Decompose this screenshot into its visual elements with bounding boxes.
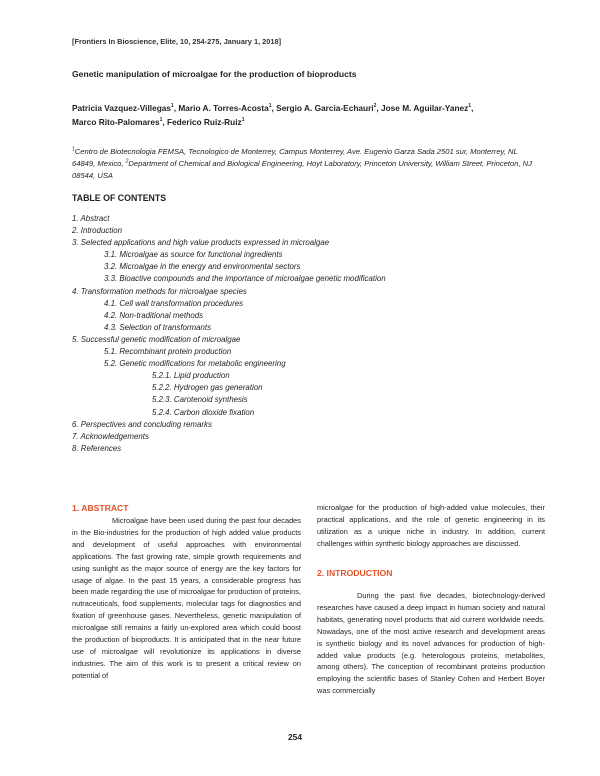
abstract-continuation: microalgae for the production of high-added value molecules, their practical applications, and the role of genetic engineering in its utilization as a unique niche in industry. In addition, current challenges within synthetic biology approaches are discussed. bbox=[317, 503, 545, 548]
abstract-heading: 1. ABSTRACT bbox=[72, 503, 129, 513]
toc-item[interactable]: 1. Abstract bbox=[72, 214, 110, 223]
table-of-contents bbox=[72, 213, 386, 455]
toc-item[interactable]: 3.2. Microalgae in the energy and environmental sectors bbox=[104, 262, 301, 272]
author-name: Patricia Vazquez-Villegas bbox=[72, 103, 171, 113]
toc-heading: TABLE OF CONTENTS bbox=[72, 193, 167, 203]
affiliation-marker: 1 bbox=[268, 103, 272, 110]
toc-item[interactable]: 4.3. Selection of transformants bbox=[104, 322, 212, 332]
affiliation-marker: 2 bbox=[125, 158, 129, 165]
affiliation-marker: 1 bbox=[159, 117, 163, 124]
toc-item[interactable]: 5.2.1. Lipid production bbox=[152, 371, 230, 381]
toc-item[interactable]: 5.2.4. Carbon dioxide fixation bbox=[152, 407, 255, 417]
toc-item[interactable]: 5.1. Recombinant protein production bbox=[104, 347, 232, 357]
author-name: , Sergio A. Garcia-Echauri bbox=[271, 103, 374, 113]
toc-item[interactable]: 6. Perspectives and concluding remarks bbox=[72, 419, 212, 429]
affiliation-marker: 1 bbox=[241, 117, 245, 124]
toc-item[interactable]: 5.2.2. Hydrogen gas generation bbox=[152, 383, 263, 393]
page-number: 254 bbox=[288, 732, 302, 742]
affiliation-marker: 1 bbox=[72, 146, 75, 153]
toc-item[interactable]: 5.2.3. Carotenoid synthesis bbox=[152, 395, 248, 405]
introduction-heading: 2. INTRODUCTION bbox=[317, 568, 393, 578]
author-name: , Mario A. Torres-Acosta bbox=[173, 103, 269, 113]
affiliation-marker: 1 bbox=[171, 103, 174, 110]
introduction-body: During the past five decades, biotechnology-derived researches have caused a deep impact in human society and natural habitats, generating novel products that aid current worldwide needs. Nowadays, one of the most active research and development areas is synthetic biology and its novel advances for production of high-added value products (e.g. heterologous proteins, metabolites, among others). The conception of recombinant proteins production employing the scientific bases of Stanley Cohen and Herbert Boyer was commercially bbox=[317, 591, 545, 696]
toc-item[interactable]: 4. Transformation methods for microalgae species bbox=[72, 286, 247, 296]
abstract-body: Microalgae have been used during the past four decades in the Bio-industries for the production of high added value products and development of useful approaches with environmental applications. The fast growing rate, simple growth requirements and using sunlight as the major source of energy are the key factors for usage of algae. In the past 15 years, a considerable progress has been made regarding the use of microalgae for production of proteins, nutraceuticals, food supplements, molecular tags for diagnostics and fixation of greenhouse gases. Nevertheless, genetic manipulation of microalgae still remains a fairly un-explored area which could boost the production of bioproducts. It is anticipated that in the near future use of microalgae will revolutionize its applications in diverse industries. The aim of this work is to present a critical review on potential of bbox=[72, 516, 301, 680]
journal-reference: [Frontiers In Bioscience, Elite, 10, 254-275, January 1, 2018] bbox=[72, 37, 282, 46]
toc-item[interactable]: 3.1. Microalgae as source for functional ingredients bbox=[104, 250, 283, 260]
affiliation-marker: 2 bbox=[373, 103, 377, 110]
toc-item[interactable]: 2. Introduction bbox=[72, 226, 123, 236]
affiliation-text: Department of Chemical and Biological Engineering, Hoyt Laboratory, Princeton University, William Street, Princeton, NJ 08544, USA bbox=[72, 159, 532, 180]
affiliation-text: Centro de Biotecnologia FEMSA, Tecnologico de Monterrey, Campus Monterrey, Ave. Eugenio Garza Sada 2501 sur, Monterrey, NL 64849, Mexico, bbox=[72, 147, 518, 168]
article-title: Genetic manipulation of microalgae for the production of bioproducts bbox=[72, 69, 357, 79]
toc-item[interactable]: 4.2. Non-traditional methods bbox=[104, 310, 204, 320]
toc-item[interactable]: 4.1. Cell wall transformation procedures bbox=[104, 298, 244, 308]
author-name: , Federico Ruiz-Ruiz bbox=[162, 117, 242, 127]
toc-item[interactable]: 5. Successful genetic modification of microalgae bbox=[72, 334, 241, 344]
toc-item[interactable]: 8. References bbox=[72, 443, 122, 453]
toc-item[interactable]: 5.2. Genetic modifications for metabolic engineering bbox=[104, 359, 286, 369]
affiliations bbox=[72, 146, 540, 182]
author-list: Patricia Vazquez-Villegas$^1$, Mario A. Torres-Acosta$^1$, Sergio A. Garcia-Echauri$^2$, Jose M. Aguilar-Yanez$^1$, Marco Rito-Palomares$^1$, Federico Ruiz-Ruiz$^1$ bbox=[72, 103, 474, 127]
affiliation-marker: 1 bbox=[468, 103, 472, 110]
author-name: Marco Rito-Palomares bbox=[72, 117, 160, 127]
author-name: , Jose M. Aguilar-Yanez bbox=[376, 103, 469, 113]
toc-item[interactable]: 7. Acknowledgements bbox=[72, 431, 149, 441]
toc-item[interactable]: 3.3. Bioactive compounds and the importance of microalgae genetic modification bbox=[104, 274, 386, 284]
toc-item[interactable]: 3. Selected applications and high value products expressed in microalgae bbox=[72, 238, 330, 248]
